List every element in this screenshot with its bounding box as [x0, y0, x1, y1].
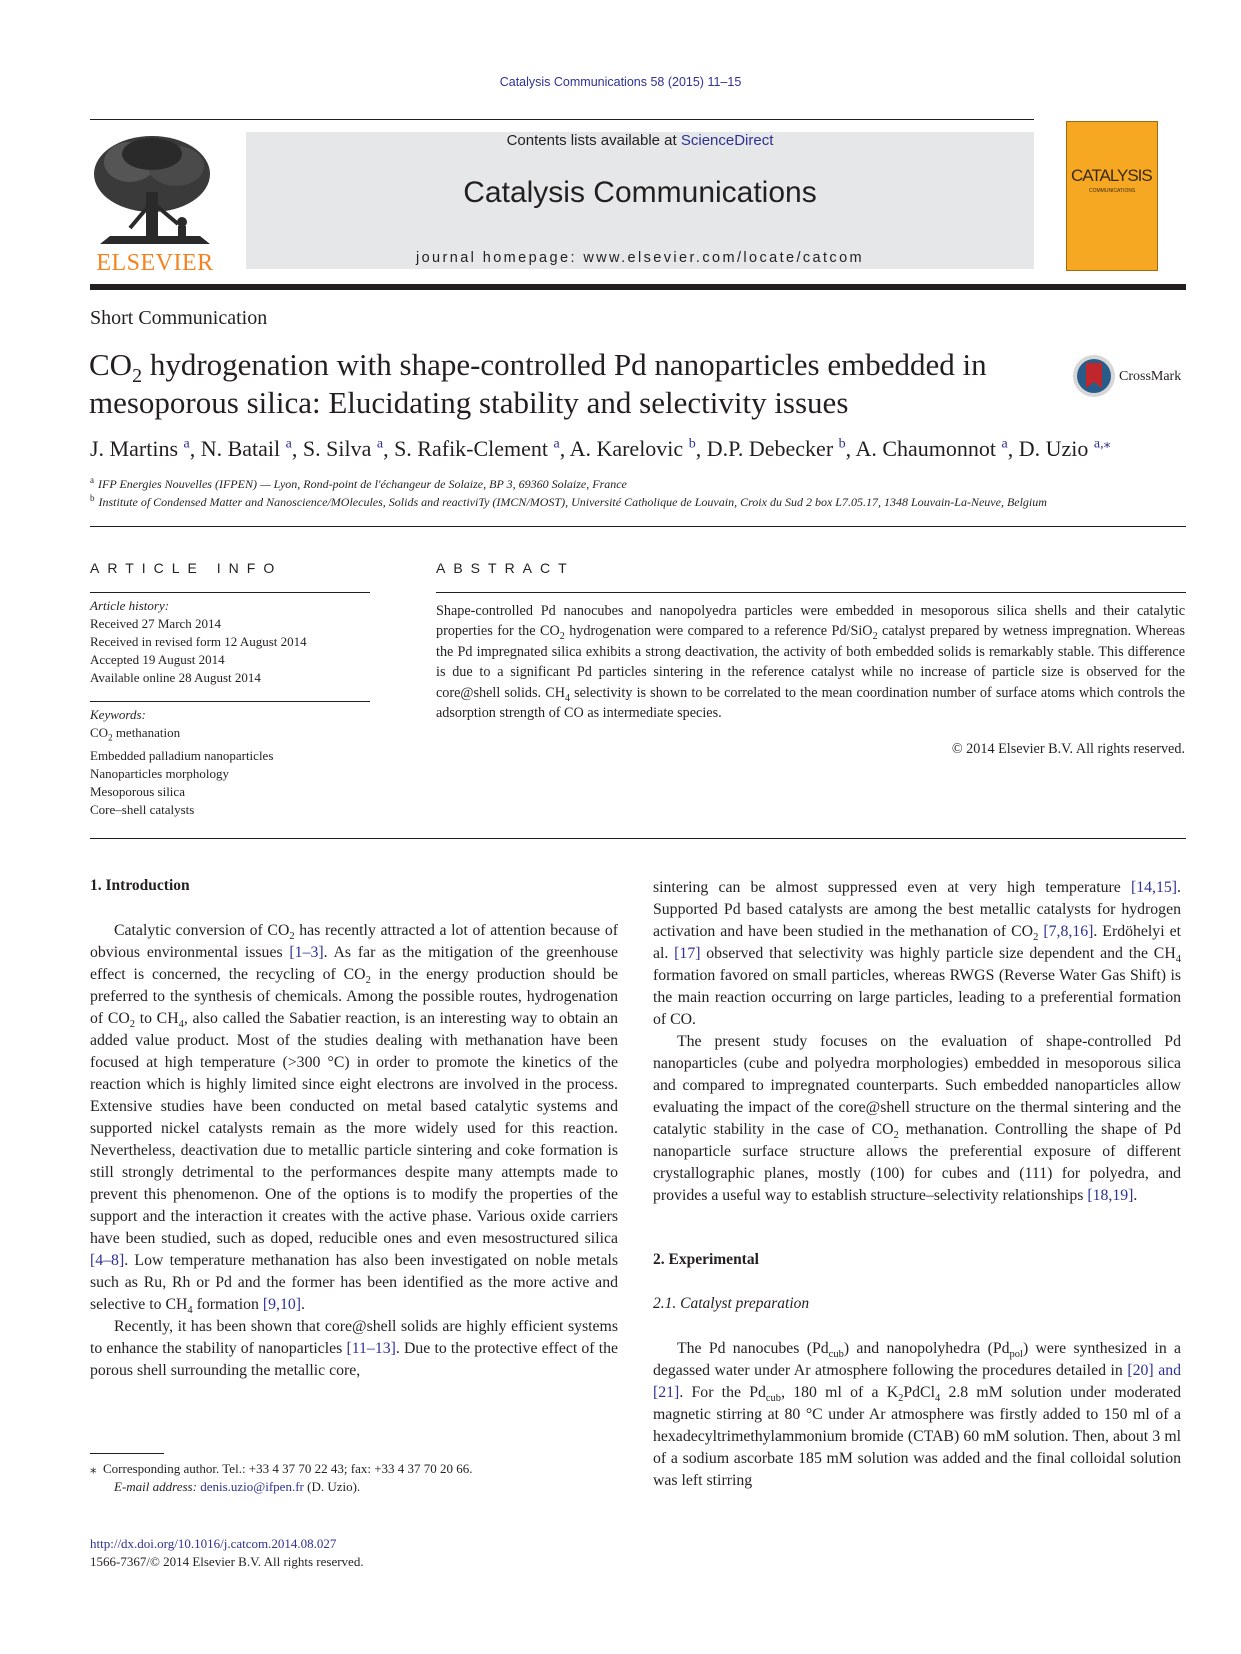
abstract-rule: [436, 592, 1186, 593]
reference-link[interactable]: [7,8,16]: [1043, 923, 1094, 940]
email-link[interactable]: denis.uzio@ifpen.fr: [200, 1479, 304, 1494]
subsection-heading-catalyst-preparation: 2.1. Catalyst preparation: [653, 1295, 810, 1312]
crossmark-label[interactable]: CrossMark: [1119, 369, 1182, 384]
contents-prefix: Contents lists available at: [506, 132, 681, 149]
abstract-heading: ABSTRACT: [436, 560, 575, 576]
intro-body: [90, 920, 618, 1382]
article-history: [90, 597, 375, 687]
experimental-body: [653, 1338, 1181, 1492]
keyword-item: Embedded palladium nanoparticles: [90, 747, 274, 763]
reference-link[interactable]: [17]: [674, 945, 701, 962]
author[interactable]: A. Chaumonnot $^a$: [855, 436, 1008, 462]
reference-link[interactable]: [14,15]: [1130, 879, 1178, 896]
affiliation-b: $^b$ Institute of Condensed Matter and Nanoscience/MOlecules, Solids and reactiviTy (IMCN/MOST), Université Catholique de Louvain, Croix du Sud 2 box L7.05.17, 1348 Louvain-La-Neuve, Belgium: [90, 493, 1047, 509]
reference-link[interactable]: [20] and [21]: [653, 1362, 1182, 1401]
article-info-heading: ARTICLE INFO: [90, 560, 283, 576]
issn-copyright: 1566-7367/© 2014 Elsevier B.V. All rights reserved.: [90, 1554, 364, 1569]
reference-link[interactable]: [11–13]: [346, 1340, 396, 1357]
author[interactable]: J. Martins $^a$: [90, 436, 190, 462]
paragraph: Catalytic conversion of $CO_2$ has recently attracted a lot of attention because of obvious environmental issues [1–3]. As far as the mitigation of the greenhouse effect is concerned, the recycling of $CO_2$ in the energy production should be preferred to the synthesis of chemicals. Among the possible routes, hydrogenation of $CO_2$ to $CH_4$, also called the Sabatier reaction, is an interesting way to obtain an added value product. Most of the studies dealing with methanation have been focused at high temperature (>300 °C) in order to promote the kinetics of the reaction which is highly limited since eight electrons are involved in the process. Extensive studies have been conducted on metal based catalytic systems and supported nickel catalysts remain as the more widely used for this reaction. Nevertheless, deactivation due to metallic particle sintering and coke formation is still strongly detrimental to the performances despite many attempts made to prevent this phenomenon. One of the options is to modify the properties of the support and the interaction it creates with the active phase. Various oxide carriers have been studied, such as doped, reducible ones and even mesostructured silica [4–8]. Low temperature methanation has also been investigated on noble metals such as Ru, Rh or Pd and the former has been identified as the more active and selective to $CH_4$ formation [9,10].: [90, 922, 618, 1317]
homepage-link[interactable]: www.elsevier.com/locate/catcom: [583, 250, 865, 266]
keyword-item: Mesoporous silica: [90, 783, 185, 799]
front-matter-rule: [90, 838, 1186, 839]
right-column-body: [653, 877, 1181, 1207]
article-type: Short Communication: [90, 307, 268, 329]
history-item: Received in revised form 12 August 2014: [90, 634, 307, 649]
paragraph: The present study focuses on the evaluation of shape-controlled Pd nanoparticles (cube and polyedra morphologies) embedded in mesoporous silica and compared to impregnated counterparts. Such embedded nanoparticles allow evaluating the impact of the core@shell structure on the thermal sintering and the catalytic stability in the case of $CO_2$ methanation. Controlling the shape of Pd nanoparticle surface structure allows the preferential exposure of different crystallographic planes, mostly (100) for cubes and (111) for polyedra, and provides a useful way to establish structure–selectivity relationships [18,19].: [653, 1033, 1181, 1204]
keywords-label: Keywords:: [90, 707, 146, 722]
author[interactable]: D. Uzio $^{a,⁎}$: [1018, 436, 1111, 462]
section-heading-introduction: 1. Introduction: [90, 877, 190, 894]
article-info-rule: [90, 592, 370, 593]
journal-citation[interactable]: Catalysis Communications 58 (2015) 11–15: [499, 75, 742, 89]
history-item: Received 27 March 2014: [90, 616, 222, 631]
reference-link[interactable]: [18,19]: [1087, 1187, 1134, 1204]
elsevier-wordmark[interactable]: ELSEVIER: [96, 250, 214, 276]
history-label: Article history:: [90, 598, 170, 613]
section-heading-experimental: 2. Experimental: [653, 1251, 759, 1268]
corresponding-author-footnote: ⁎ Corresponding author. Tel.: +33 4 37 70 22 43; fax: +33 4 37 70 20 66. E-mail address: denis.uzio@ifpen.fr (D. Uzio).: [90, 1461, 473, 1494]
affiliation-rule: [90, 526, 1186, 527]
reference-link[interactable]: [1–3]: [289, 944, 324, 961]
header-thick-rule: [90, 284, 1186, 290]
keywords-rule: [90, 701, 370, 702]
doi-link[interactable]: http://dx.doi.org/10.1016/j.catcom.2014.08.027: [90, 1536, 337, 1551]
keyword-item: $CO_2$ methanation: [90, 725, 181, 743]
cover-title: CATALYSIS: [1071, 166, 1152, 185]
abstract-text: Shape-controlled Pd nanocubes and nanopolyedra particles were embedded in mesoporous silica shells and their catalytic properties for the $CO_2$ hydrogenation were compared to a reference Pd/SiO$_2$ catalyst prepared by wetness impregnation. Whereas the Pd impregnated silica exhibits a strong deactivation, the activity of both embedded solids is remarkably stable. This difference is due to a significant Pd particles sintering in the reference catalyst while no increase of particle size is observed for the core@shell solids. $CH_4$ selectivity is shown to be correlated to the mean coordination number of surface atoms which controls the adsorption strength of CO as intermediate species.: [436, 603, 1185, 722]
journal-cover[interactable]: [1066, 121, 1158, 271]
homepage-prefix: journal homepage:: [415, 250, 584, 266]
paragraph: sintering can be almost suppressed even at very high temperature [14,15]. Supported Pd based catalysts are among the best metallic catalysts for hydrogen activation and have been studied in the methanation of $CO_2$ [7,8,16]. Erdöhelyi et al. [17] observed that selectivity was highly particle size dependent and the $CH_4$ formation favored on small particles, whereas RWGS (Reverse Water Gas Shift) is the main reaction occurring on large particles, leading to a preferential formation of CO.: [653, 879, 1181, 1028]
header-top-rule: [90, 119, 1034, 120]
journal-banner: [246, 132, 1034, 269]
cover-subtitle: COMMUNICATIONS: [1089, 188, 1136, 194]
author-list: J. Martins $^a$, N. Batail $^a$, S. Silva $^a$, S. Rafik-Clement $^a$, A. Karelovic $^b$, D.P. Debecker $^b$, A. Chaumonnot $^a$, D. Uzio $^{a,⁎}$: [90, 436, 1111, 462]
abstract-copyright: © 2014 Elsevier B.V. All rights reserved.: [951, 741, 1185, 757]
affiliation-a: $^a$ IFP Energies Nouvelles (IFPEN) — Lyon, Rond-point de l'échangeur de Solaize, BP 3, 69360 Solaize, France: [90, 475, 627, 491]
journal-homepage: [246, 250, 1034, 266]
reference-link[interactable]: [4–8]: [90, 1252, 125, 1269]
reference-link[interactable]: [9,10]: [262, 1296, 302, 1313]
author[interactable]: N. Batail $^a$: [200, 436, 292, 462]
keyword-item: Core–shell catalysts: [90, 801, 195, 817]
paragraph: The Pd nanocubes $(Pd_{cub})$ and nanopolyhedra $(Pd_{pol})$ were synthesized in a degassed water under Ar atmosphere following the procedures detailed in [20] and [21]. For the $Pd_{cub}$, 180 ml of a $K_2PdCl_4$ 2.8 mM solution under moderated magnetic stirring at 80 °C under Ar atmosphere was firstly added to 150 ml of a hexadecyltrimethylammonium bromide (CTAB) 60 mM solution. Then, about 3 ml of a sodium ascorbate 185 mM solution was added and the final colloidal solution was left stirring: [653, 1340, 1182, 1489]
footnote-rule: [90, 1453, 164, 1454]
journal-title: Catalysis Communications: [463, 176, 817, 209]
author[interactable]: D.P. Debecker $^b$: [706, 436, 846, 462]
paragraph: Recently, it has been shown that core@shell solids are highly efficient systems to enhance the stability of nanoparticles [11–13]. Due to the protective effect of the porous shell surrounding the metallic core,: [90, 1318, 618, 1379]
author[interactable]: S. Rafik-Clement $^a$: [394, 436, 560, 462]
author[interactable]: A. Karelovic $^b$: [569, 436, 696, 462]
history-item: Accepted 19 August 2014: [90, 652, 225, 667]
history-item: Available online 28 August 2014: [90, 670, 261, 685]
crossmark-icon[interactable]: [1072, 354, 1116, 398]
sciencedirect-link[interactable]: ScienceDirect: [680, 132, 774, 149]
keyword-item: Nanoparticles morphology: [90, 765, 229, 781]
article-title: $CO_2$ hydrogenation with shape-controlled Pd nanoparticles embedded in mesoporous silica: Elucidating stability and selectivity issues: [89, 347, 987, 420]
page-footer: [90, 1535, 364, 1571]
keywords-list: [90, 706, 375, 819]
author[interactable]: S. Silva $^a$: [302, 436, 384, 462]
contents-line: [246, 132, 1034, 149]
